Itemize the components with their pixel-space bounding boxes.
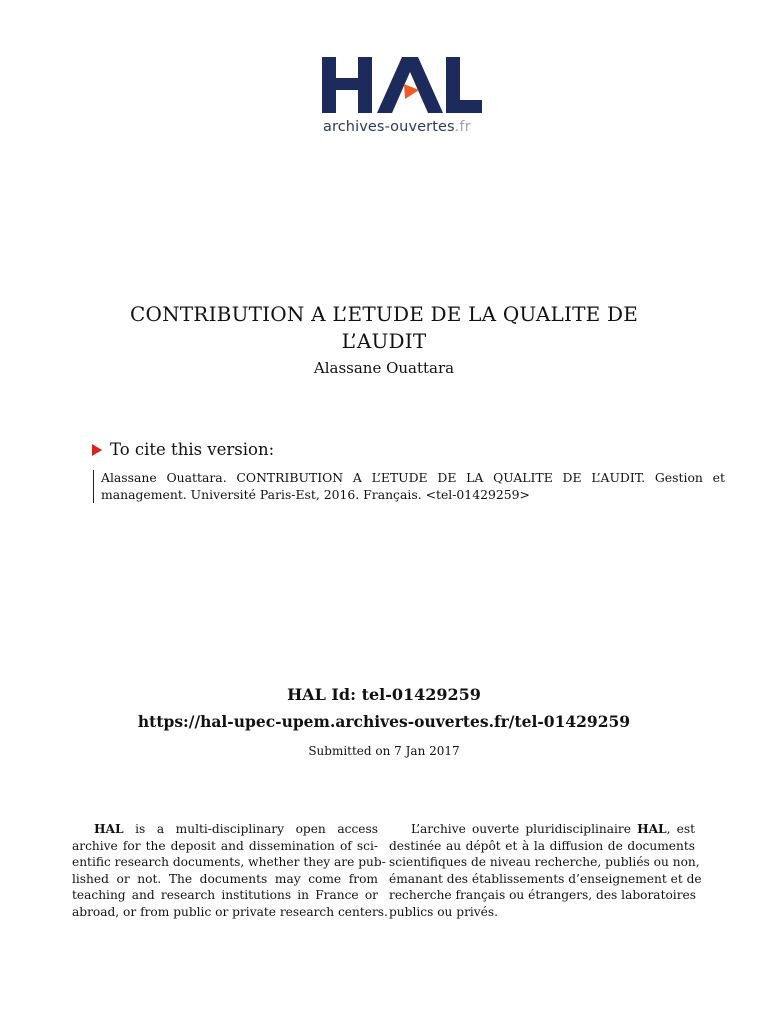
hal-bold: HAL	[94, 822, 124, 836]
author: Alassane Ouattara	[313, 359, 455, 377]
citation-line: Alassane Ouattara. CONTRIBUTION A L’ETUDE DE LA QUALITE DE L’AUDIT. Gestion et	[101, 470, 725, 485]
french-notice	[389, 821, 702, 920]
notice-line: HAL is a multi-disciplinary open access	[94, 822, 378, 836]
notice-line: émanant des établissements d’enseignement et de	[389, 871, 702, 886]
notice-line: destinée au dépôt et à la diffusion de documents	[389, 838, 695, 853]
notice-line: lished or not. The documents may come from	[72, 871, 378, 886]
notice-line: entific research documents, whether they are pub-	[72, 855, 386, 869]
citation-block	[93, 470, 731, 503]
hal-id: HAL Id: tel-01429259	[287, 685, 481, 704]
cite-heading	[92, 440, 274, 459]
notice-line: archive for the deposit and dissemination of sci-	[72, 838, 378, 853]
citation-line: management. Université Paris-Est, 2016. Français. <tel-01429259>	[101, 486, 530, 502]
hal-url-link[interactable]: https://hal-upec-upem.archives-ouvertes.fr/tel-01429259	[137, 712, 631, 731]
hal-logo-icon	[322, 54, 484, 116]
notice-line: teaching and research institutions in France or	[72, 888, 378, 902]
notice-line: scientifiques de niveau recherche, publiés ou non,	[389, 855, 700, 869]
english-notice	[72, 821, 388, 920]
notice-line: abroad, or from public or private research centers.	[72, 904, 388, 919]
notice-line: L’archive ouverte pluridisciplinaire HAL, est	[411, 822, 695, 836]
hal-bold: HAL	[637, 822, 667, 836]
cite-heading-label: To cite this version:	[110, 440, 275, 459]
title-line: CONTRIBUTION A L’ETUDE DE LA QUALITE DE	[129, 302, 639, 326]
submission-date: Submitted on 7 Jan 2017	[308, 744, 460, 758]
logo-subtitle: archives-ouvertes.fr	[323, 119, 471, 135]
title-line: L’AUDIT	[341, 329, 427, 353]
triangle-bullet-icon	[92, 444, 102, 456]
notice-line: recherche français ou étrangers, des laboratoires	[389, 888, 697, 902]
document-title	[60, 301, 708, 355]
hal-logo	[322, 54, 487, 144]
notice-line: publics ou privés.	[389, 904, 499, 919]
